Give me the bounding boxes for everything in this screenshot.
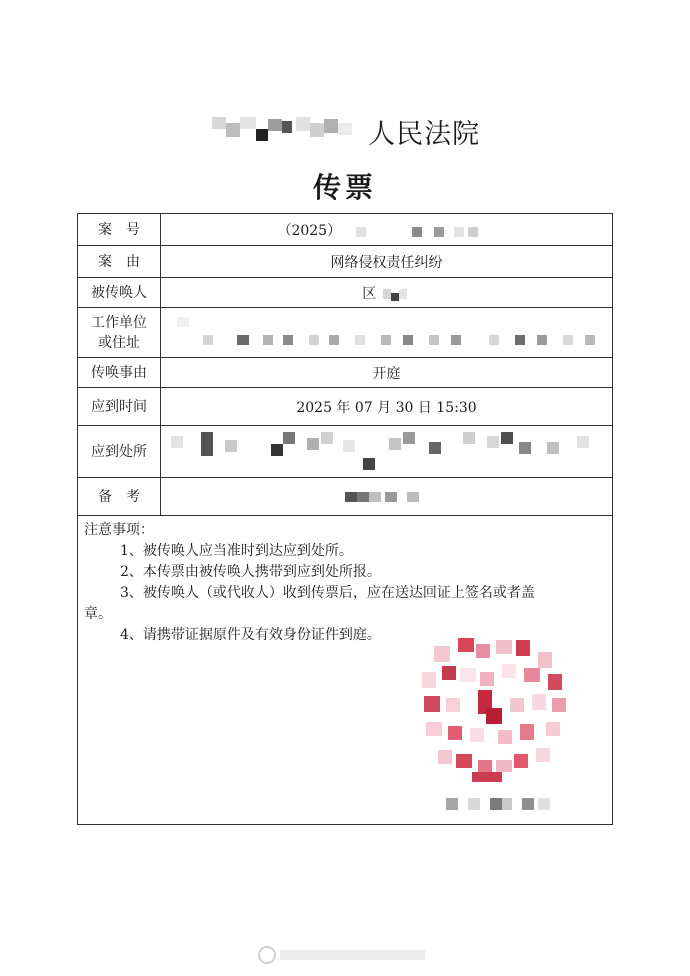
reason-label: 传唤事由 [78, 358, 161, 388]
summoned-person-label: 被传唤人 [78, 278, 161, 308]
remarks-value [161, 478, 613, 516]
redacted-address [167, 311, 607, 351]
redacted-remarks [337, 490, 437, 504]
redacted-watermark [256, 944, 431, 966]
row-reason [78, 358, 613, 388]
notes-item-continuation: 章。 [84, 606, 112, 622]
cause-value: 网络侵权责任纠纷 [161, 246, 613, 278]
row-summoned-person [78, 278, 613, 308]
document-title: 传票 [312, 171, 377, 204]
row-remarks [78, 478, 613, 516]
court-seal-stamp [420, 636, 570, 786]
address-label-line2: 或住址 [98, 334, 140, 351]
remarks-label: 备 考 [78, 478, 161, 516]
address-value [161, 308, 613, 358]
row-time [78, 388, 613, 426]
address-label [78, 308, 161, 358]
notes-section [84, 520, 604, 646]
address-label-line1: 工作单位 [91, 314, 147, 331]
redacted-court-region [210, 113, 360, 157]
notes-item: 3、被传唤人（或代收人）收到传票后，应在送达回证上签名或者盖 [120, 585, 535, 601]
redacted-case-number [346, 224, 496, 238]
place-value [161, 426, 613, 478]
row-place [78, 426, 613, 478]
notes-heading: 注意事项： [84, 522, 154, 538]
notes-item: 1、被传唤人应当准时到达应到处所。 [120, 543, 353, 559]
redacted-issue-date [446, 796, 566, 812]
place-label: 应到处所 [78, 426, 161, 478]
row-address [78, 308, 613, 358]
row-case-number [78, 214, 613, 246]
time-value: 2025 年 07 月 30 日 15:30 [161, 388, 613, 426]
summoned-person-value [161, 278, 613, 308]
case-number-label: 案 号 [78, 214, 161, 246]
case-number-value [161, 214, 613, 246]
row-cause [78, 246, 613, 278]
notes-item: 2、本传票由被传唤人携带到应到处所报。 [120, 564, 381, 580]
notes-item: 4、请携带证据原件及有效身份证件到庭。 [120, 627, 381, 643]
court-title [0, 112, 690, 156]
summoned-person-name: 区 [362, 285, 377, 302]
redacted-person-name [381, 287, 411, 301]
reason-value: 开庭 [161, 358, 613, 388]
time-label: 应到时间 [78, 388, 161, 426]
cause-label: 案 由 [78, 246, 161, 278]
redacted-place [167, 428, 607, 472]
case-year: （2025） [277, 222, 342, 239]
court-name: 人民法院 [368, 119, 481, 150]
